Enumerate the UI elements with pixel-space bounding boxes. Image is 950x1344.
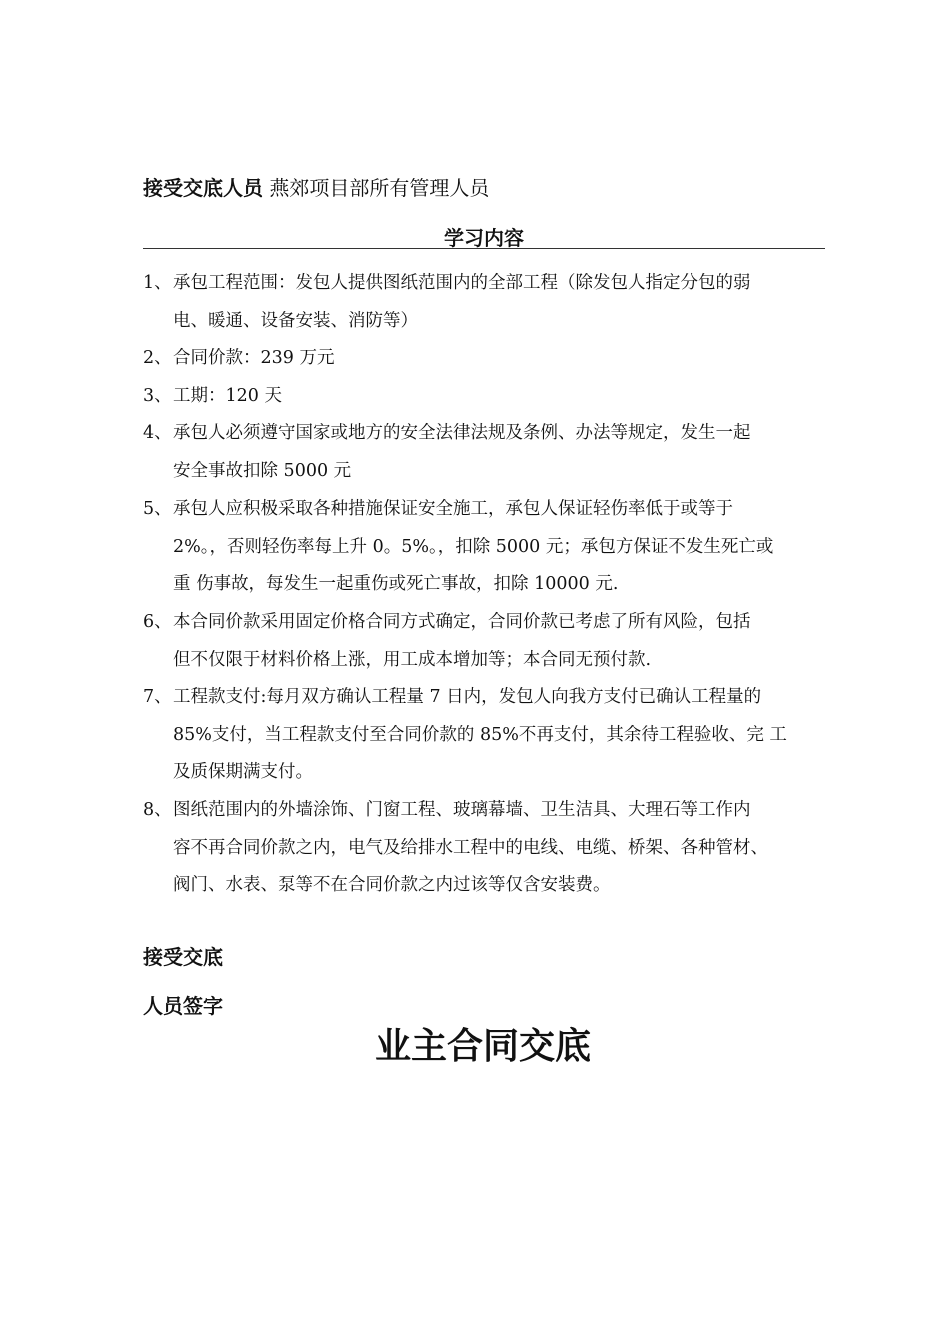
item-line: 本合同价款采用固定价格合同方式确定，合同价款已考虑了所有风险，包括 — [173, 612, 751, 632]
list-item — [143, 340, 833, 378]
list-item — [143, 792, 833, 905]
list-item — [143, 679, 833, 792]
item-line: 承包人应积极采取各种措施保证安全施工，承包人保证轻伤率低于或等于 — [173, 499, 733, 519]
item-line: 85%支付，当工程款支付至合同价款的 85%不再支付，其余待工程验收、完 工 — [173, 724, 787, 745]
item-number: 2、 — [143, 348, 172, 368]
recipients-line — [143, 173, 489, 203]
item-number: 6、 — [143, 612, 172, 632]
item-number: 7、 — [143, 687, 172, 707]
section-title: 学习内容 — [444, 226, 524, 250]
item-line: 承包人必须遵守国家或地方的安全法律法规及条例、办法等规定，发生一起 — [173, 423, 751, 443]
list-item — [143, 265, 833, 340]
item-number: 8、 — [143, 800, 172, 820]
item-line: 电、暖通、设备安装、消防等） — [173, 310, 418, 331]
item-line: 重 伤事故，每发生一起重伤或死亡事故，扣除 10000 元. — [173, 574, 619, 595]
item-line: 容不再合同价款之内，电气及给排水工程中的电线、电缆、桥架、各种管材、 — [173, 837, 768, 858]
document-title: 业主合同交底 — [374, 1026, 591, 1067]
signature-label-line1: 接受交底 — [143, 945, 223, 969]
item-line: 及质保期满支付。 — [173, 762, 313, 783]
item-line: 安全事故扣除 5000 元 — [173, 460, 352, 481]
item-number: 5、 — [143, 499, 172, 519]
item-line: 合同价款：239 万元 — [173, 348, 335, 368]
recipients-value: 燕郊项目部所有管理人员 — [269, 176, 490, 200]
item-line: 但不仅限于材料价格上涨，用工成本增加等；本合同无预付款. — [173, 649, 652, 670]
item-line: 承包工程范围：发包人提供图纸范围内的全部工程（除发包人指定分包的弱 — [173, 273, 751, 293]
item-line: 工程款支付:每月双方确认工程量 7 日内，发包人向我方支付已确认工程量的 — [173, 687, 762, 707]
item-number: 3、 — [143, 386, 172, 406]
section-divider — [143, 248, 825, 249]
list-item — [143, 415, 833, 490]
item-number: 1、 — [143, 273, 172, 293]
recipients-label: 接受交底人员 — [143, 176, 263, 200]
item-number: 4、 — [143, 423, 172, 443]
list-item — [143, 604, 833, 679]
item-line: 阀门、水表、泵等不在合同价款之内过该等仅含安装费。 — [173, 875, 611, 896]
item-line: 图纸范围内的外墙涂饰、门窗工程、玻璃幕墙、卫生洁具、大理石等工作内 — [173, 800, 751, 820]
item-line: 工期：120 天 — [173, 386, 282, 406]
signature-label-line2: 人员签字 — [143, 994, 223, 1018]
list-item — [143, 491, 833, 604]
item-line: 2%。，否则轻伤率每上升 0。5%。，扣除 5000 元；承包方保证不发生死亡或 — [173, 536, 774, 557]
list-item — [143, 378, 833, 416]
